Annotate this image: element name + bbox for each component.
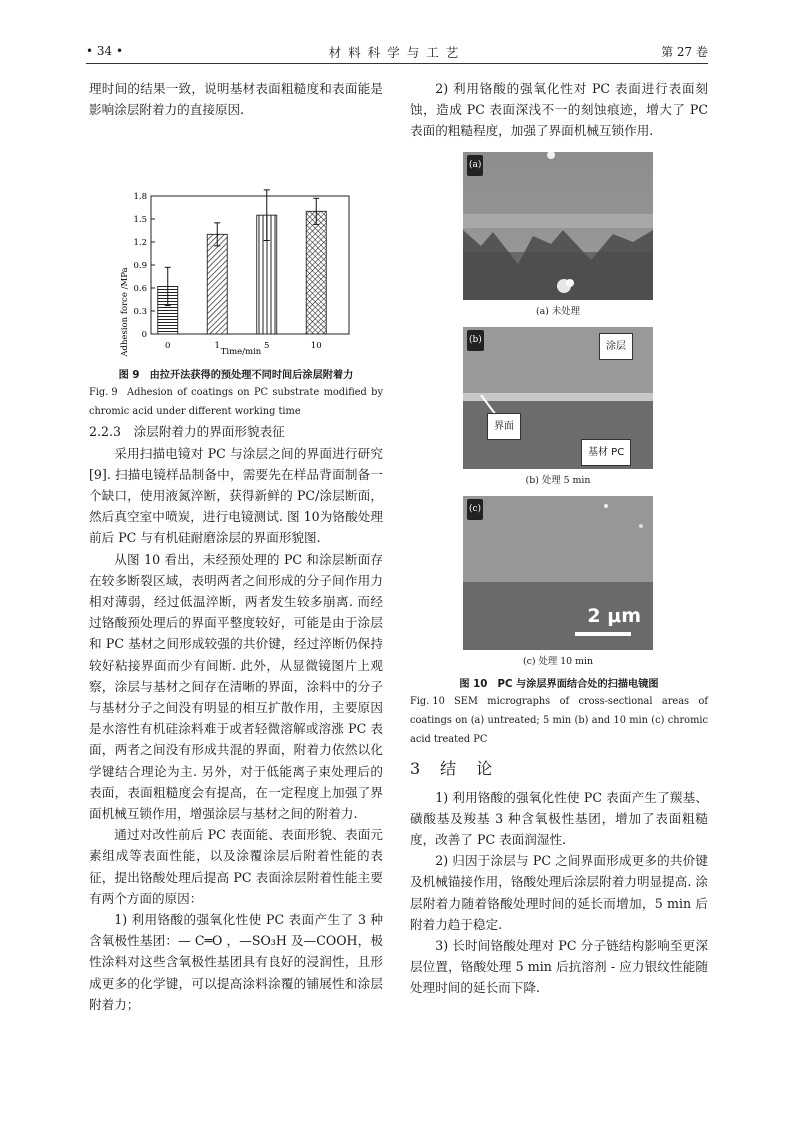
figure-10-text-en: SEM micrographs of cross-sectional areas of coatings on (a) untreated; 5 min (b) and 10 min (c) chromic acid treated PC bbox=[410, 695, 708, 745]
sem-b-substrate-label: 基材 PC bbox=[581, 439, 631, 466]
paragraph-reason-2: 2) 利用铬酸的强氧化性对 PC 表面进行表面刻蚀，造成 PC 表面深浅不一的刻蚀痕迹，增大了 PC 表面的粗糙程度，加强了界面机械互锁作用. bbox=[410, 81, 708, 139]
paragraph-intro: 理时间的结果一致，说明基材表面粗糙度和表面能是影响涂层附着力的直接原因. bbox=[89, 81, 383, 118]
y-tick-label: 0.3 bbox=[133, 307, 147, 318]
sem-a-caption: (a) 未处理 bbox=[535, 305, 580, 317]
y-tick-label: 1.8 bbox=[133, 192, 147, 203]
sem-b-caption: (b) 处理 5 min bbox=[525, 474, 591, 486]
x-tick-label: 1 bbox=[214, 341, 220, 352]
header-rule bbox=[86, 63, 708, 64]
chart-x-label: Time/min bbox=[220, 347, 262, 358]
sem-b-label: (b) bbox=[467, 330, 484, 351]
sem-a-label: (a) bbox=[467, 155, 483, 176]
sem-c-scale-bar bbox=[575, 632, 631, 636]
figure-9-chart bbox=[89, 126, 383, 362]
y-tick-label: 1.5 bbox=[133, 215, 147, 226]
figure-10-label-en: Fig. 10 bbox=[410, 695, 445, 707]
volume-label: 第 27 卷 bbox=[661, 45, 708, 59]
right-column bbox=[410, 78, 708, 999]
y-tick-label: 1.2 bbox=[133, 238, 147, 249]
conclusion-1: 1) 利用铬酸的强氧化性使 PC 表面产生了羰基、磺酸基及羧基 3 种含氧极性基团，增加了表面粗糙度，改善了 PC 表面润湿性. bbox=[410, 789, 708, 848]
y-tick-label: 0.6 bbox=[133, 284, 147, 295]
figure-9-caption-cn: 图 9 由拉开法获得的预处理不同时间后涂层附着力 bbox=[118, 370, 354, 382]
page-number: • 34 • bbox=[86, 44, 124, 58]
figure-10-caption-en bbox=[410, 692, 708, 749]
chart-y-label: Adhesion force /MPa bbox=[120, 267, 130, 358]
x-tick-label: 0 bbox=[165, 341, 171, 352]
sem-b-interface-label: 界面 bbox=[487, 413, 521, 440]
figure-10-caption-cn: 图 10 PC 与涂层界面结合处的扫描电镜图 bbox=[459, 678, 659, 690]
running-header bbox=[86, 42, 708, 64]
sem-c-scale-bar-label: 2 μm bbox=[587, 605, 641, 628]
subsection-heading: 2.2.3 涂层附着力的界面形貌表征 bbox=[89, 424, 285, 440]
conclusion-2: 2) 归因于涂层与 PC 之间界面形成更多的共价键及机械锚接作用，铬酸处理后涂层附着力明显提高. 涂层附着力随着铬酸处理时间的延长而增加，5 min 后附着力趋于稳定. bbox=[410, 853, 708, 932]
sem-c-caption: (c) 处理 10 min bbox=[522, 655, 594, 667]
paragraph-sem-method: 采用扫描电镜对 PC 与涂层之间的界面进行研究[9]. 扫描电镜样品制备中，需要先在样品背面制备一个缺口，使用液氮淬断，获得新鲜的 PC/涂层断面，然后真空室中喷炭，进行电镜测试. 图 10为铬酸处理前后 PC 与有机硅耐磨涂层的界面形貌图. bbox=[89, 445, 383, 546]
x-tick-label: 10 bbox=[310, 341, 322, 352]
y-tick-label: 0 bbox=[141, 330, 147, 341]
adhesion-bar-chart bbox=[89, 126, 383, 362]
paragraph-sem-discussion: 从图 10 看出，未经预处理的 PC 和涂层断面存在较多断裂区域，表明两者之间形成的分子间作用力相对薄弱，经过低温淬断，两者发生较多崩离. 而经过铬酸预处理后的界面平整度较好，可能是由于涂层和 PC 基材之间形成较强的共价键，经过淬断仍保持较好粘接界面而少有间断. 此外，从显微镜图片上观察，涂层与基材之间存在清晰的界面，涂料中的分子与基材分子之间没有明显的相互扩散作用，主要原因是水溶性有机硅涂料难于或者轻微溶解或溶涨 PC 表面，两者之间没有形成共混的界面，附着力依然以化学键结合理论为主. 另外，对于低能离子束处理后的表面，表面粗糙度会有提高，在一定程度上加强了界面机械互锁作用，增强涂层与基材之间的附着力. bbox=[89, 551, 383, 822]
x-tick-label: 5 bbox=[264, 341, 270, 352]
journal-title: 材料科学与工艺 bbox=[328, 45, 466, 60]
figure-9-label-en: Fig. 9 bbox=[89, 387, 118, 399]
paragraph-reason-1: 1) 利用铬酸的强氧化性使 PC 表面产生了 3 种含氧极性基团：— C═O ，—SO₃H 及—COOH，极性涂料对这些含氧极性基团具有良好的浸润性，且形成更多的化学键，可以提高涂料涂覆的铺展性和涂层附着力； bbox=[89, 912, 383, 1012]
left-column bbox=[89, 78, 383, 1015]
bar-10 bbox=[306, 212, 326, 335]
sem-a-texture bbox=[463, 152, 653, 300]
paragraph-summary: 通过对改性前后 PC 表面能、表面形貌、表面元素组成等表面性能，以及涂覆涂层后附着性能的表征，提出铬酸处理后提高 PC 表面涂层附着性能主要有两个方面的原因： bbox=[89, 827, 383, 906]
section-heading-conclusion: 3 结 论 bbox=[410, 758, 495, 778]
conclusion-3: 3) 长时间铬酸处理对 PC 分子链结构影响至更深层位置，铬酸处理 5 min 后抗溶剂 - 应力银纹性能随处理时间的延长而下降. bbox=[410, 938, 708, 996]
sem-image-c bbox=[463, 496, 653, 650]
bar-1 bbox=[207, 235, 227, 335]
sem-b-coating-label: 涂层 bbox=[599, 333, 633, 360]
sem-image-b bbox=[463, 327, 653, 469]
figure-9-text-en: Adhesion of coatings on PC substrate modified by chromic acid under different working time bbox=[89, 387, 383, 418]
sem-image-a bbox=[463, 152, 653, 300]
sem-c-label: (c) bbox=[467, 499, 483, 520]
y-tick-label: 0.9 bbox=[133, 261, 147, 272]
figure-9-caption-en bbox=[89, 383, 383, 421]
